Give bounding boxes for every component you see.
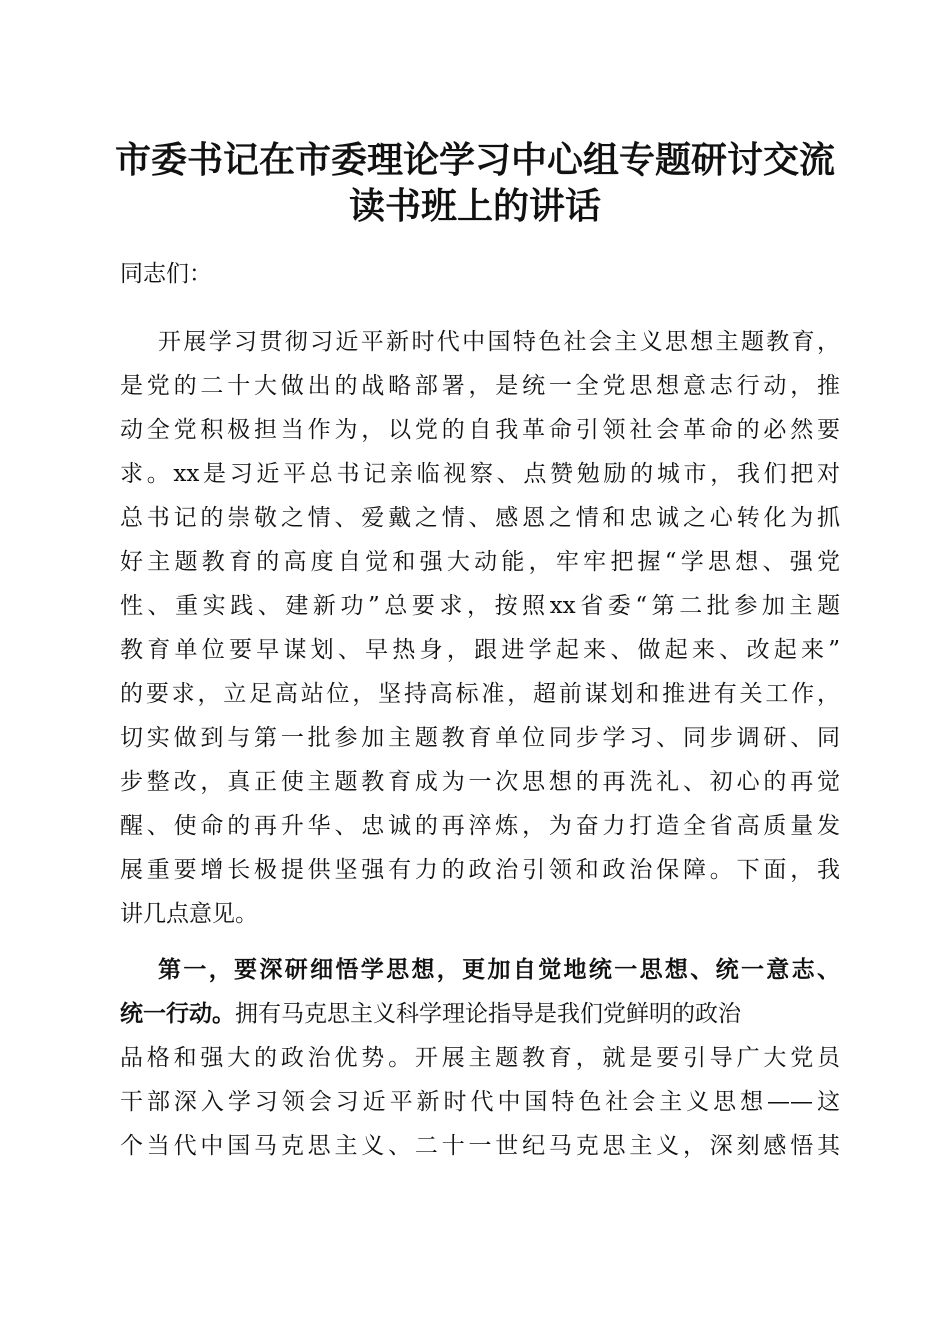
paragraph-2-text: 拥有马克思主义科学理论指导是我们党鲜明的政治 bbox=[235, 1001, 741, 1027]
paragraph-1-line: 求。xx是习近平总书记亲临视察、点赞勉励的城市，我们把对 bbox=[120, 461, 840, 487]
paragraph-1-line: 总书记的崇敬之情、爱戴之情、感恩之情和忠诚之心转化为抓 bbox=[120, 505, 840, 531]
document-title-line-2: 读书班上的讲话 bbox=[348, 185, 601, 227]
paragraph-2-line: 个当代中国马克思主义、二十一世纪马克思主义，深刻感悟其 bbox=[120, 1133, 840, 1159]
paragraph-2-line: 干部深入学习领会习近平新时代中国特色社会主义思想——这 bbox=[120, 1089, 840, 1115]
paragraph-1-line: 步整改，真正使主题教育成为一次思想的再洗礼、初心的再觉 bbox=[120, 769, 840, 795]
paragraph-2-line bbox=[120, 994, 840, 1034]
paragraph-1-line: 切实做到与第一批参加主题教育单位同步学习、同步调研、同 bbox=[120, 725, 840, 751]
paragraph-1-line: 好主题教育的高度自觉和强大动能，牢牢把握“学思想、强党 bbox=[120, 549, 840, 575]
paragraph-1-line: 性、重实践、建新功”总要求，按照xx省委“第二批参加主题 bbox=[120, 593, 840, 619]
paragraph-1-line: 教育单位要早谋划、早热身，跟进学起来、做起来、改起来” bbox=[120, 637, 840, 663]
salutation: 同志们： bbox=[120, 261, 212, 287]
paragraph-1-line: 开展学习贯彻习近平新时代中国特色社会主义思想主题教育， bbox=[158, 329, 840, 355]
paragraph-1-line: 醒、使命的再升华、忠诚的再淬炼，为奋力打造全省高质量发 bbox=[120, 813, 840, 839]
paragraph-2-line: 品格和强大的政治优势。开展主题教育，就是要引导广大党员 bbox=[120, 1045, 840, 1071]
paragraph-1-line: 的要求，立足高站位，坚持高标准，超前谋划和推进有关工作， bbox=[120, 681, 840, 707]
document-title-line-1: 市委书记在市委理论学习中心组专题研讨交流 bbox=[114, 139, 835, 181]
paragraph-1-line: 是党的二十大做出的战略部署，是统一全党思想意志行动，推 bbox=[120, 373, 840, 399]
paragraph-1-line: 展重要增长极提供坚强有力的政治引领和政治保障。下面，我 bbox=[120, 857, 840, 883]
paragraph-1-line: 动全党积极担当作为，以党的自我革命引领社会革命的必然要 bbox=[120, 417, 840, 443]
paragraph-2-heading: 第一，要深研细悟学思想，更加自觉地统一思想、统一意志、 bbox=[158, 956, 840, 983]
paragraph-1-line: 讲几点意见。 bbox=[120, 901, 258, 927]
paragraph-2-heading-cont: 统一行动。 bbox=[120, 1000, 235, 1027]
